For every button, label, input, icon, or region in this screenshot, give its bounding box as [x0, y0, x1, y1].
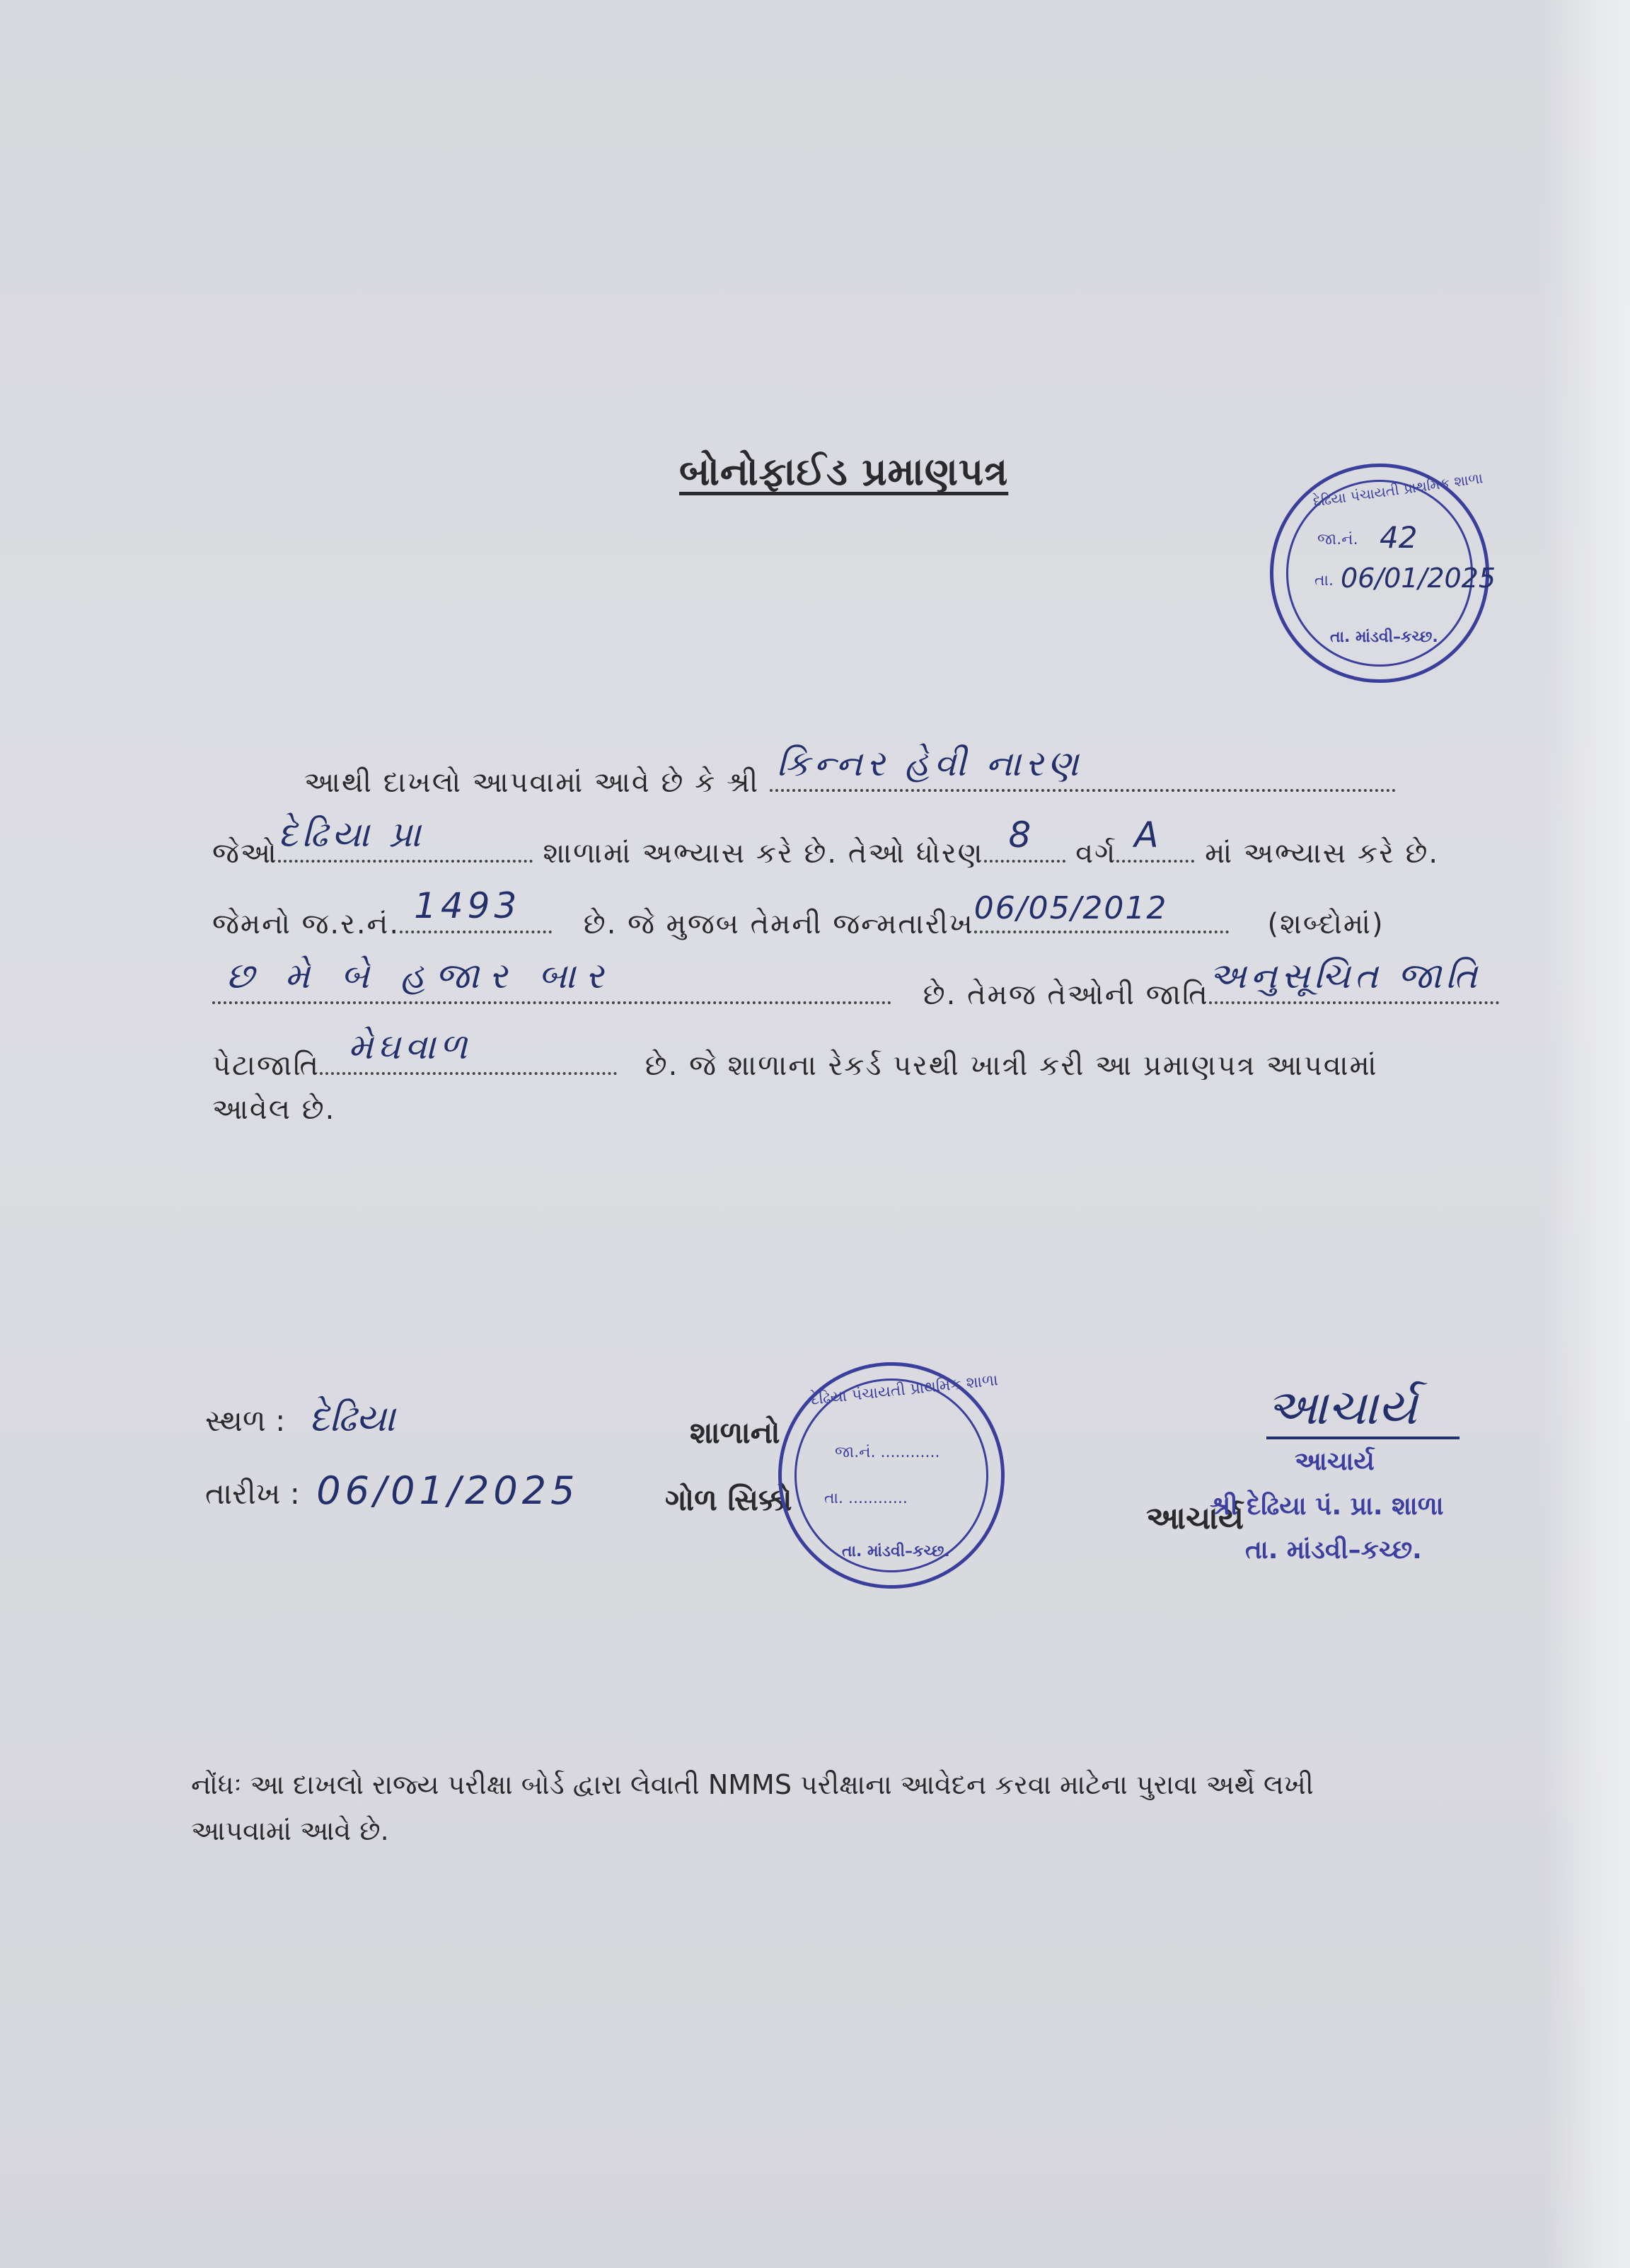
body-l3-prefix: જેમનો જ.ર.નં. [212, 908, 400, 940]
seal-label-2: ગોળ સિક્કો [665, 1483, 792, 1517]
page-title: બોનોફાઈડ પ્રમાણપત્ર [679, 449, 1009, 494]
seal-date-label: તા. ............ [824, 1490, 908, 1507]
place-value: દેઢિયા [308, 1398, 395, 1440]
principal-stamp-line1: શ્રી દેઢિયા પં. પ્રા. શાળા [1210, 1492, 1444, 1521]
principal-stamp-line2: તા. માંડવી–કચ્છ. [1245, 1536, 1422, 1565]
standard-value: 8 [1008, 814, 1036, 856]
body-l2-mid: શાળામાં અભ્યાસ કરે છે. તેઓ ધોરણ [543, 837, 984, 870]
principal-label: આચાર્ય [1146, 1500, 1244, 1536]
seal-bottom-text: તા. માંડવી–કચ્છ. [842, 1543, 950, 1560]
principal-stamp-title: આચાર્ય [1295, 1447, 1375, 1476]
body-l2-prefix: જેઓ [212, 837, 278, 870]
stamp-no-label: જા.નં. [1317, 531, 1358, 548]
seal-label-1: શાળાનો [690, 1415, 780, 1450]
stamp-date-label: તા. [1314, 572, 1334, 589]
sub-caste-value: મેઘવાળ [348, 1026, 472, 1067]
place-row [205, 1398, 395, 1441]
caste-value: અનુસૂચિત જાતિ [1208, 955, 1481, 996]
gr-number: 1493 [414, 885, 521, 926]
body-l3-suffix: (શબ્દોમાં) [1267, 908, 1385, 940]
student-name: કિન્નર હેવી નારણ [776, 743, 1083, 784]
body-l2-div: વર્ગ [1075, 837, 1117, 870]
body-l4-mid: છે. તેમજ તેઓની જાતિ [923, 979, 1209, 1011]
body-line-3 [212, 885, 1500, 940]
stamp-bottom-text: તા. માંડવી–કચ્છ. [1330, 628, 1438, 646]
stamp-date-value: 06/01/2025 [1341, 563, 1496, 594]
stamp-no-value: 42 [1380, 520, 1418, 555]
body-l3-mid: છે. જે મુજબ તેમની જન્મતારીખ [583, 908, 974, 940]
stamp-arc-text: દેઢિયા પંચાયતી પ્રાથમિક શાળા [1312, 469, 1484, 510]
note-line-1: નોંધઃ આ દાખલો રાજ્ય પરીક્ષા બોર્ડ દ્વારા લેવાતી NMMS પરીક્ષાના આવેદન કરવા માટેના પુરાવા અર્થે લખી [191, 1769, 1314, 1800]
birth-date: 06/05/2012 [973, 890, 1168, 926]
body-l5-suffix: છે. જે શાળાના રેકર્ડ પરથી ખાત્રી કરી આ પ્રમાણપત્ર આપવામાં [645, 1049, 1378, 1082]
body-line-2 [212, 814, 1500, 870]
body-l5-prefix: પેટાજાતિ [212, 1049, 320, 1082]
body-l2-suffix: માં અભ્યાસ કરે છે. [1205, 837, 1440, 870]
principal-signature: આચાર્ય [1266, 1380, 1460, 1439]
date-row [205, 1468, 579, 1513]
body-line-1 [304, 743, 1500, 799]
body-line-5 [212, 1026, 1500, 1082]
page-edge [1542, 0, 1630, 2268]
body-line-4 [212, 955, 1500, 1011]
birth-date-words: છ મે બે હજાર બાર [226, 955, 614, 996]
seal-arc-text: દેઢિયા પંચાયતી પ્રાથમિક શાળા [809, 1371, 999, 1409]
division-value: A [1134, 814, 1163, 856]
note-line-2: આપવામાં આવે છે. [191, 1815, 389, 1846]
place-label: સ્થળ : [205, 1403, 286, 1438]
outward-number-stamp [1270, 464, 1496, 683]
school-seal-stamp [778, 1362, 1005, 1589]
date-value: 06/01/2025 [316, 1468, 579, 1513]
school-name: દેઢિયા પ્રા [277, 814, 425, 855]
date-label: તારીખ : [205, 1476, 300, 1511]
body-line-6: આવેલ છે. [212, 1093, 336, 1126]
body-l1-prefix: આથી દાખલો આપવામાં આવે છે કે શ્રી [304, 766, 760, 799]
seal-no-label: જા.નં. ............ [835, 1444, 940, 1461]
